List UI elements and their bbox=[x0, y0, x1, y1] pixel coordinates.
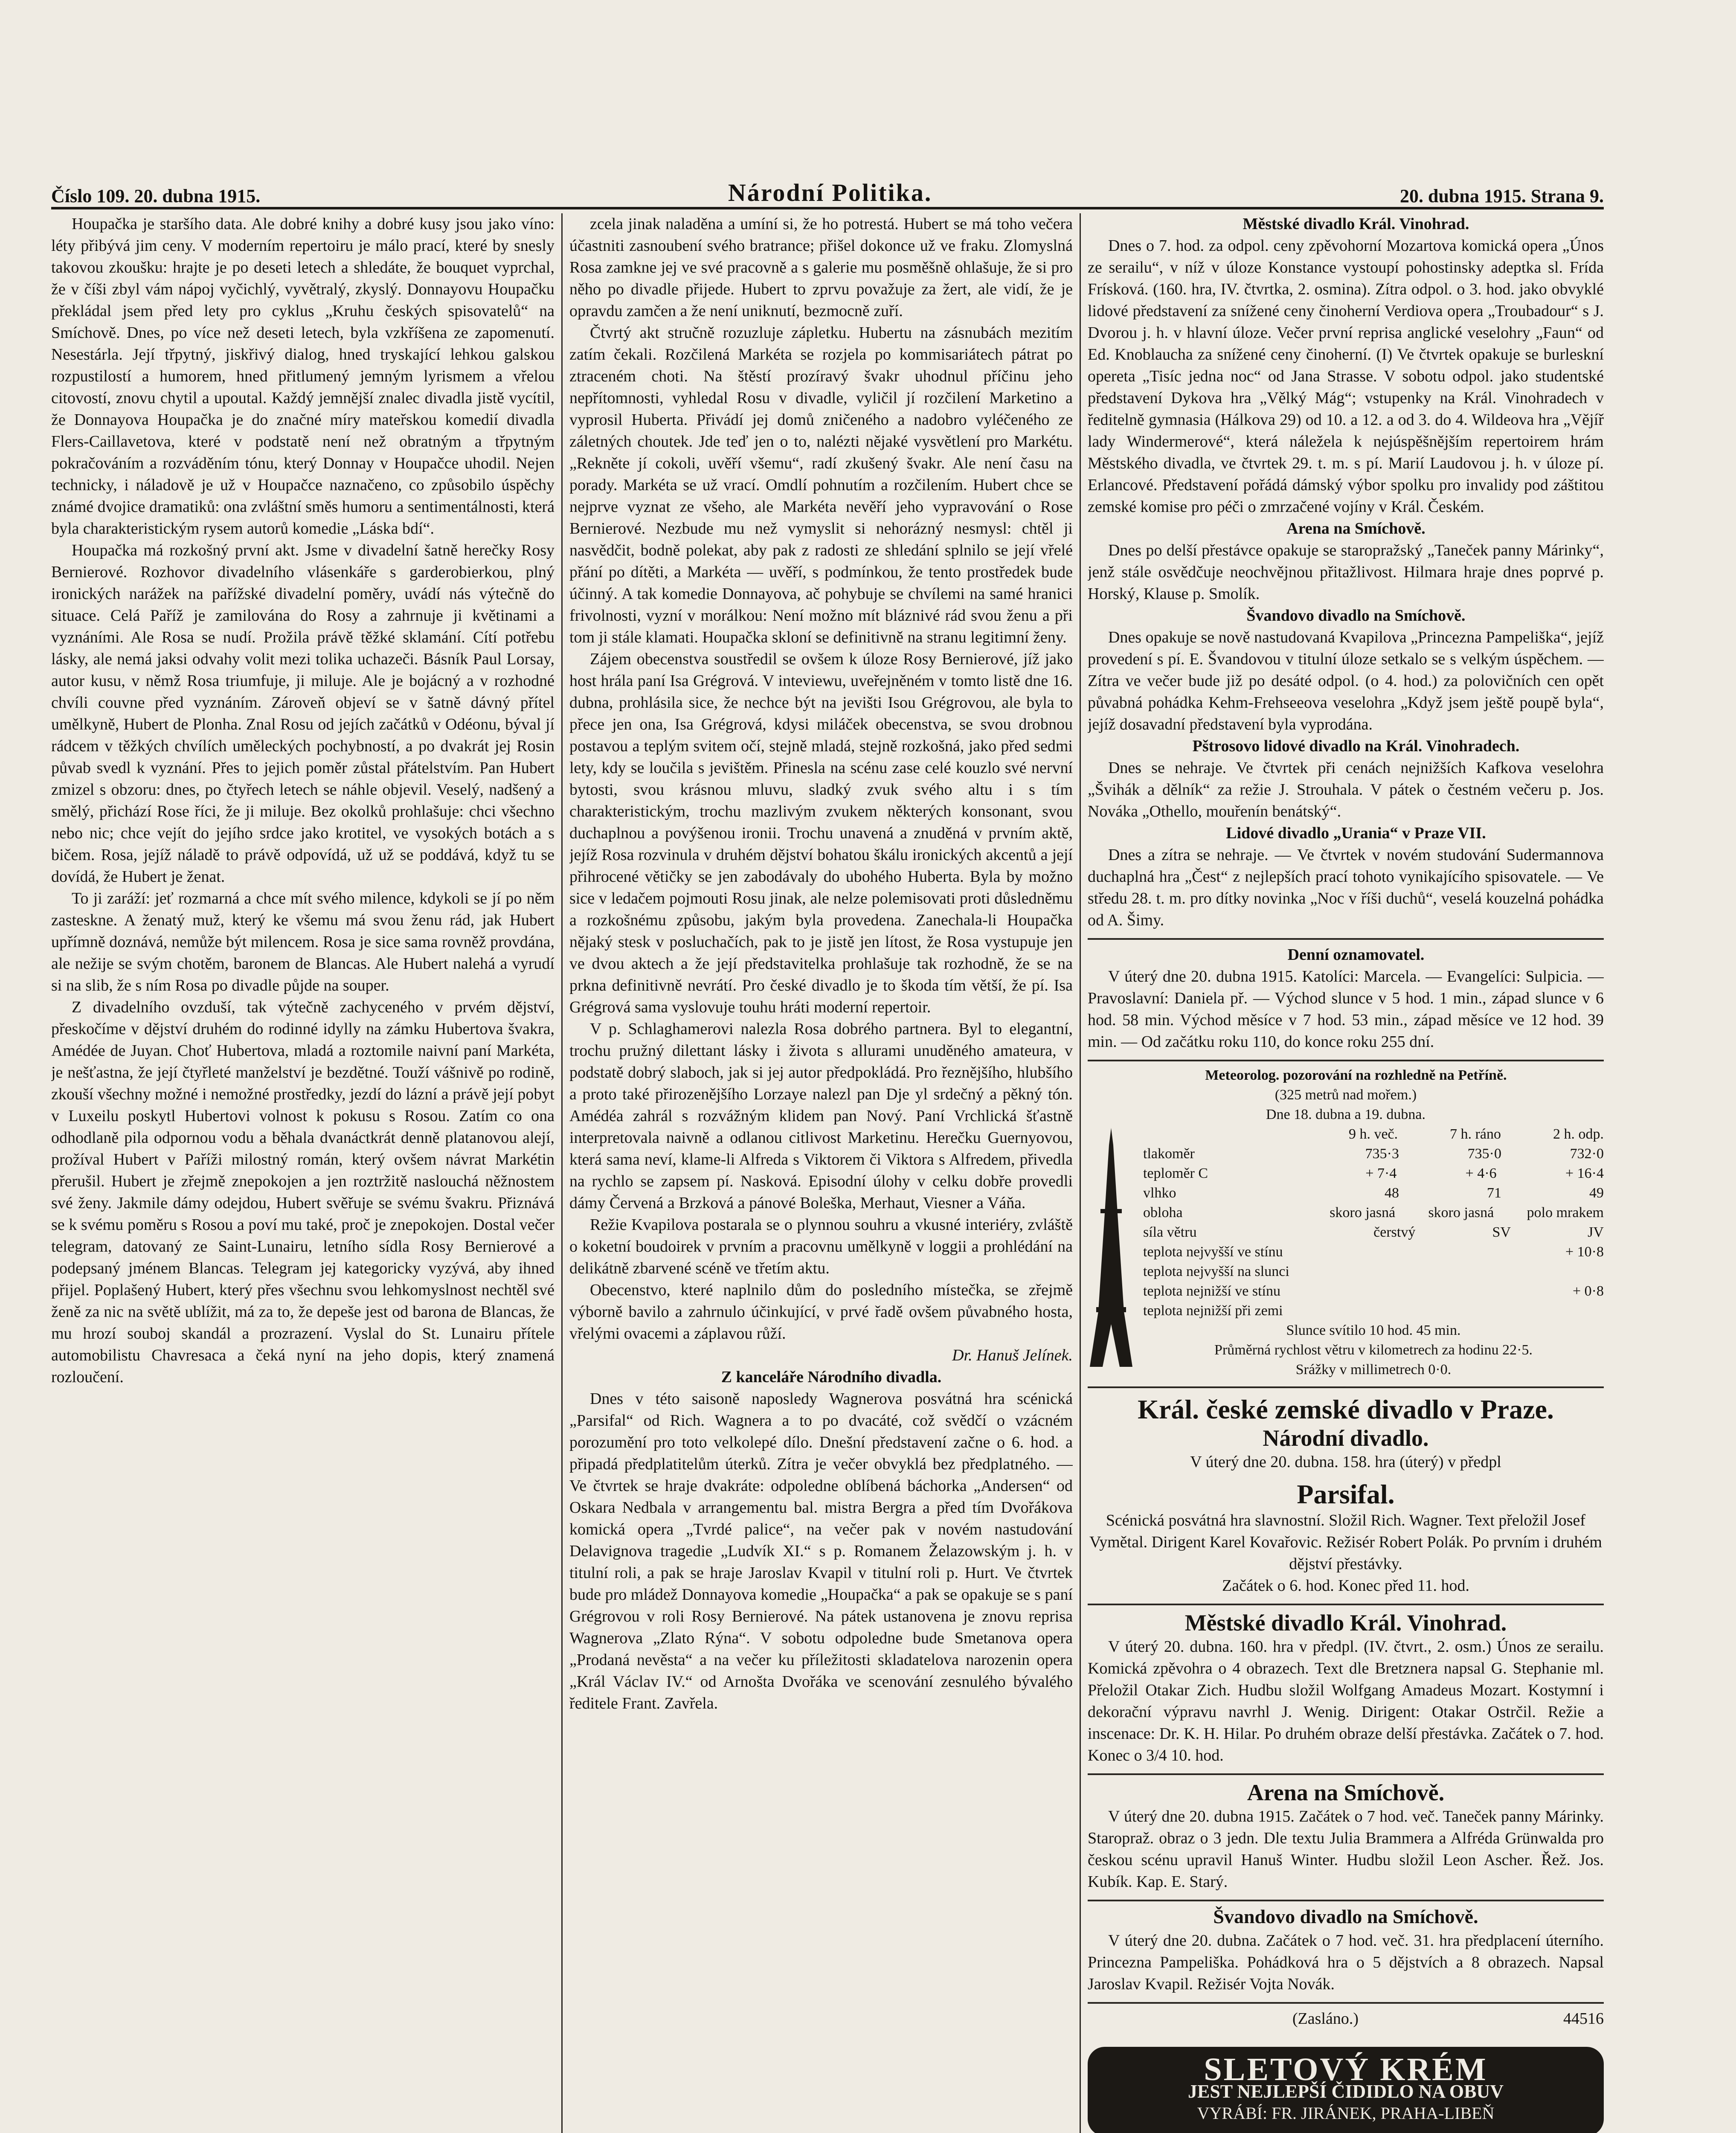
weather-value: SV bbox=[1492, 1224, 1511, 1240]
weather-value: 49 bbox=[1589, 1185, 1604, 1201]
weather-value: JV bbox=[1588, 1224, 1604, 1240]
article-paragraph: To ji zaráží: jeť rozmarná a chce mít svého milence, kdykoli se jí po něm zasteskne. A ženatý muž, který ke všemu má svou ženu rád, jak Hubert upřímně doznává, nemůže být milencem. Rosa je sice sama rovněž provdána, ale nežije se svým chotěm, baronem de Blancas. Ale Hubert nalehá a vyrudí si na slib, že s ním Rosa po divadle půjde na souper. bbox=[51, 889, 554, 994]
article-paragraph: Houpačka je staršího data. Ale dobré knihy a dobré kusy jsou jako víno: léty přibývá jim ceny. V moderním repertoiru je málo prací, které by snesly takovou zkoušku: hrajte je po deseti letech a shledáte, že bouquet vyprchal, že v číši zbyl vám nápoj vyčichlý, vyvětralý, zkyslý. Donnayovu Houpačku překládal jsem před lety pro cyklus „Kruhu českých spisovatelů“ na Smíchově. Dnes, po více než deseti letech, byla vzkříšena ze zapomenutí. Nesestárla. Její třpytný, jiskřivý dialog, hned tryskající lehkou galskou rozpustilostí a humorem, hned přitlumený jemným lyrismem a vřelou citovostí, znovu chytil a upoutal. Každý jemnější znalec divadla jistě vycítil, že Donnayova Houpačka je do značné míry mateřskou komedií divadla Flers-Caillavetova, které v podstatě není než obratným a třpytným pokračováním a rozváděním tónu, který Donnay v Houpačce uhodil. Nejen technicky, i náladově je už v Houpačce naznačeno, co způsobilo úspěchy známé dvojice dramatiků: ona zvláštní směs humoru a sentimentálnosti, která byla charakteristickým rysem autorů komedie „Láska bdí“. bbox=[51, 215, 554, 538]
weather-value: 732·0 bbox=[1570, 1146, 1604, 1162]
calendar-heading: Denní oznamovatel. bbox=[1287, 946, 1425, 964]
weather-value: + 4·6 bbox=[1465, 1165, 1497, 1181]
article-paragraph: zcela jinak naladěna a umíní si, že ho potrestá. Hubert se má toho večera účastniti zasnoubení svého bratrance; přišel dokonce už ve fraku. Zlomyslná Rosa zamkne jej ve své pracovně a s galerie mu posměšně ohlašuje, že si pro něho po divadle přijede. Hubert to zprvu považuje za žert, ale vidí, že je opravdu zamčen a že není uniknutí, bezmocně zuří. bbox=[569, 215, 1073, 320]
weather-value: 48 bbox=[1385, 1185, 1399, 1201]
article-paragraph: Režie Kvapilova postarala se o plynnou souhru a vkusné interiéry, zvláště o koketní boudoirek v prvním a pracovnu umělkyně v loggii a prohlédání na delikátně zbarvené scéně ve třetím aktu. bbox=[569, 1216, 1073, 1277]
theatre-ad-title: Švandovo divadlo na Smíchově. bbox=[1213, 1906, 1478, 1927]
divider bbox=[1088, 1386, 1604, 1388]
weather-col: 7 h. ráno bbox=[1450, 1126, 1501, 1142]
weather-row bbox=[1143, 1164, 1604, 1183]
issue-number: Číslo 109. 20. dubna 1915. bbox=[51, 186, 261, 206]
weather-label: tlakoměr bbox=[1143, 1146, 1195, 1162]
advert-maker: VYRÁBÍ: FR. JIRÁNEK, PRAHA-LIBEŇ bbox=[1197, 2104, 1495, 2123]
weather-value: skoro jasná bbox=[1428, 1205, 1494, 1221]
weather-value: + 7·4 bbox=[1365, 1165, 1397, 1181]
zaslano-number: 44516 bbox=[1563, 2010, 1604, 2028]
column-3 bbox=[1088, 213, 1604, 2133]
weather-row bbox=[1143, 1183, 1604, 1203]
weather-sunshine: Slunce svítilo 10 hod. 45 min. bbox=[1286, 1322, 1461, 1338]
weather-subtitle: (325 metrů nad mořem.) bbox=[1274, 1087, 1417, 1103]
weather-label: teplota nejvyšší na slunci bbox=[1143, 1264, 1289, 1279]
weather-row bbox=[1143, 1223, 1604, 1242]
weather-value: + 10·8 bbox=[1565, 1244, 1604, 1260]
weather-column-headers bbox=[1143, 1125, 1604, 1144]
theatre-ad-subtitle: Národní divadlo. bbox=[1263, 1425, 1429, 1451]
weather-label: teploměr C bbox=[1143, 1165, 1208, 1181]
zaslano-label bbox=[1088, 2008, 1604, 2030]
notice-paragraph: Dnes o 7. hod. za odpol. ceny zpěvohorní Mozartova komická opera „Únos ze serailu“, v níž v úloze Konstance vystoupí pohostinsky adeptka sl. Frída Frísková. (160. hra, IV. čtvrtka, 2. osmina). Zítra odpol. o 3. hod. jako obvyklé lidové představení za snížené ceny činoherní Verdiova opera „Troubadour“ s J. Dvorou j. h. v hlavní úloze. Večer první reprisa anglické veselohry „Faun“ od Ed. Knoblaucha za snížené ceny činoherní. (I) Ve čtvrtek opakuje se burleskní opereta „Tisíc jedna noc“ od Jana Strasse. V sobotu odpol. jako studentské představení Dykova hra „Vělký Mág“; vstupenky na Král. Vinohradech v ředitelně gymnasia (Hálkova 29) od 10. a 12. a od 3. do 4. Wildeova hra „Vějíř lady Windermerové“, která náležela k nejúspěšnějším repertoirem hrám Městského divadla, ve čtvrtek 29. t. m. s pí. Marií Laudovou j. h. v úloze pí. Erlancové. Představení pořádá dámský výbor spolku pro invalidy pod záštitou zemské komise pro péči o zmrzačené vojíny v Král. Českém. bbox=[1088, 237, 1604, 516]
weather-extra-row bbox=[1143, 1242, 1604, 1262]
divider bbox=[1088, 1773, 1604, 1775]
weather-label: teplota nejvyšší ve stínu bbox=[1143, 1244, 1283, 1260]
weather-extra-row bbox=[1143, 1262, 1604, 1282]
masthead: Národní Politika. bbox=[728, 179, 932, 206]
theatre-ad-desc: V úterý dne 20. dubna 1915. Začátek o 7 hod. več. Taneček panny Márinky. Staropraž. obraz o 3 jedn. Dle textu Julia Brammera a Alfréda Grünwalda pro českou scénu upravil Hanuš Winter. Hudbu složil Leon Ascher. Řež. Jos. Kubík. Kap. E. Starý. bbox=[1088, 1808, 1604, 1891]
article-paragraph: V p. Schlaghamerovi nalezla Rosa dobrého partnera. Byl to elegantní, trochu pružný dilettant lásky i života s allurami unuděného amateura, v podstatě dobrý slaboch, jak si jej autor předpokládá. Pro řeznějšího, hlubšího a proto také přirozenějšího Lorzaye nalezl pan Dje yl srdečný a pěkný tón. Amédéa zahrál s rozvážným klidem pan Nový. Paní Vrchlická šťastně interpretovala naivně a odlanou citlivost Marketinu. Herečku Guernyovou, která sama neví, klame-li Alfreda s Viktorem či Viktora s Alfredem, přivedla na rychlo se zapsem pí. Nasková. Episodní úlohy v celku dobře provedli dámy Červená a Brzková a pánové Boleška, Merhaut, Viesner a Váňa. bbox=[569, 1020, 1073, 1212]
column-2 bbox=[569, 213, 1073, 2133]
weather-row bbox=[1143, 1144, 1604, 1164]
weather-value: + 16·4 bbox=[1565, 1165, 1604, 1181]
article-paragraph: Z divadelního ovzduší, tak výtečně zachyceného v prvém dějství, přeskočíme v dějství druhém do rodinné idylly na zámku Hubertova švakra, Amédée de Juyan. Choť Hubertova, mladá a roztomile naivní paní Markéta, je nešťastna, že její čtyřleté manželství je bezdětné. Touží vášnivě po rodině, zkouší všechny možné i nemožné prostředky, jezdí do lázní a právě její pobyt v Luxeilu poskytl Hubertovi volnost k pokusu s Rosou. Zatím co ona odhodlaně pila odpornou vodu a běhala dvanáctkrát denně platanovou alejí, prožíval Hubert v Paříži milostný román, který ovšem návrat Markétin přerušil. Hubert je zřejmě znepokojen a jen roztržitě naslouchá něžnostem své ženy. Jakmile dámy odejdou, Hubert svěřuje se svému švakru. Přiznává se k svému poměru s Rosou a poví mu také, proč je znepokojen. Dostal večer telegram, datovaný ze Saint-Lunairu, letního sídla Rosy Bernierové a podepsaný jménem Blancas. Telegram jej kategoricky vyzývá, aby ihned přijel. Poplašený Hubert, který přes všechnu svou lehkomyslnost nechtěl své ženě za nic na světě ublížit, má za to, že depeše jest od barona de Blancas, že mu hrozí souboj skandál a prozrazení. Vyslal do St. Lunairu přítele automobilistu Chavresaca a čeká nyní na jeho dopis, který znamená rozloučení. bbox=[51, 998, 554, 1386]
weather-row bbox=[1143, 1203, 1604, 1223]
weather-label: teplota nejnižší ve stínu bbox=[1143, 1283, 1280, 1299]
weather-value: skoro jasná bbox=[1330, 1205, 1396, 1221]
weather-label: obloha bbox=[1143, 1205, 1183, 1221]
divider bbox=[1088, 1900, 1604, 1901]
divider bbox=[1088, 1604, 1604, 1605]
divider bbox=[1088, 1060, 1604, 1061]
weather-report bbox=[1088, 1066, 1604, 1380]
theatre-ad-times: Začátek o 6. hod. Konec před 11. hod. bbox=[1222, 1577, 1470, 1595]
column-1 bbox=[51, 213, 554, 2133]
article-paragraph: Zájem obecenstva soustředil se ovšem k úloze Rosy Bernierové, jíž jako host hrála paní Isa Grégrová. V inteviewu, uveřejněném v tomto listě dne 16. dubna, prohlásila sice, že nechce být na jevišti Isou Grégrovou, ale byla to přece jen ona, Isa Grégrová, kdysi miláček obecenstva, se svou drobnou postavou a teplým svitem očí, stejně mladá, stejně rozkošná, jako před sedmi lety, kdy se loučila s jevištěm. Přinesla na scénu zase celé kouzlo své nervní bytosti, svou krásnou mluvu, sladký zvuk svého altu i s tím charakteristickým, trochu mazlivým zvukem některých konsonant, svou duchaplnou a povýšenou ironii. Trochu unavená a znuděná v prvním aktě, jejíž Rosa rozvinula v druhém dějství bohatou škálu ironických akcentů a její přihrocené větičky se jen zabodávaly do ubohého Huberta. Byla by možno sice v ledačem pojmouti Rosu jinak, ale nelze polemisovati proti důsledněmu a rozkošnému způsobu, jakým byla provedena. Zanechala-li Houpačka nějaký stesk v posluchačích, pak to je jistě jen lítost, že Rosa vystupuje jen ve dvou aktech a že její představitelka prohlašuje tak rozhodně, že se na prkna definitivně nevrátí. Pro české divadlo je to škoda tím větší, že pí. Isa Grégrová sama vyslovuje touhu hráti moderní repertoir. bbox=[569, 650, 1073, 1016]
date-page: 20. dubna 1915. Strana 9. bbox=[1399, 186, 1604, 206]
article-paragraph: Houpačka má rozkošný první akt. Jsme v divadelní šatně herečky Rosy Bernierové. Rozhovor divadelního vlásenkáře s garderobierkou, plný ironických narážek na pařížské divadelní poměry, uvádí nás výtečně do situace. Celá Paříž je zamilována do Rosy a zahrnuje ji květinami a vyznáními. Ale Rosa se nudí. Prožila právě těžké sklamání. Cítí potřebu lásky, ale nemá jaksi odvahy volit mezi tolika uchazeči. Básník Paul Lorsay, autor kusu, v němž Rosa triumfuje, ji miluje. Ale je bojácný a v rozhodné chvíli couvne před vyznáním. Zároveň objeví se v šatně dávný přítel umělkyně, Hubert de Plonha. Znal Rosu od jejích začátků v Odéonu, býval jí rádcem v těžkých chvílích uměleckých pochybností, a po dvakrát jej Rosin půvab svedl k vyznání. Přes to jejich poměr zůstal přátelstvím. Pan Hubert zmizel s obzoru: dnes, po čtyřech letech se náhle objevil. Veselý, nadšený a smělý, přichází Rose říci, že ji miluje. Bez okolků prohlašuje: chci všechno nebo nic; chce vejít do jejího srdce jako krotitel, ve vysokých botách a s bičem. Rosa, jejíž náladě to právě odpovídá, už už se poddává, když tu se dovídá, že Hubert je ženat. bbox=[51, 541, 554, 886]
section-heading: Arena na Smíchově. bbox=[1286, 520, 1425, 538]
weather-label: teplota nejnižší při zemi bbox=[1143, 1303, 1283, 1319]
theatre-ad-title: Král. české zemské divadlo v Praze. bbox=[1138, 1394, 1554, 1424]
advert-brand: SLETOVÝ KRÉM bbox=[1204, 2052, 1488, 2087]
weather-extra-row bbox=[1143, 1301, 1604, 1321]
weather-col: 9 h. več. bbox=[1348, 1126, 1398, 1142]
advert-slogan: JEST NEJLEPŠÍ ČIDIDLO NA OBUV bbox=[1187, 2081, 1504, 2102]
weather-col: 2 h. odp. bbox=[1553, 1126, 1604, 1142]
divider bbox=[1088, 2002, 1604, 2004]
weather-label: síla větru bbox=[1143, 1224, 1197, 1240]
notice-paragraph: Dnes po delší přestávce opakuje se staropražský „Taneček panny Márinky“, jenž stále osvědčuje neochvějnou přitažlivost. Hilmara hraje dnes poprvé p. Horský, Klause p. Smolík. bbox=[1088, 541, 1604, 603]
theatre-ad-title: Arena na Smíchově. bbox=[1247, 1780, 1445, 1805]
notice-paragraph: Dnes a zítra se nehraje. — Ve čtvrtek v novém studování Sudermannova duchaplná hra „Čest“ z nejlepších prací tohoto vynikajícího spisovatele. — Ve středu 28. t. m. pro dítky novinka „Noc v říši duchů“, veselá kouzelná pohádka od A. Šimy. bbox=[1088, 846, 1604, 929]
shoe-polish-advert bbox=[1088, 2047, 1604, 2133]
theatre-ad-title: Městské divadlo Král. Vinohrad. bbox=[1184, 1610, 1507, 1636]
article-paragraph: Obecenstvo, které naplnilo dům do posledního místečka, se zřejmě výborně bavilo a zahrnulo účinkující, v prvé řadě ovšem půvabného hosta, vřelými ovacemi a záplavou růží. bbox=[569, 1281, 1073, 1343]
weather-value: polo mrakem bbox=[1527, 1205, 1604, 1221]
article-paragraph: Dnes v této saisoně naposledy Wagnerova posvátná hra scénická „Parsifal“ od Rich. Wagnera a to po dvacáté, což svědčí o vzácném porozumění pro toto velkolepé dílo. Dnešní představení začne o 6. hod. a připadá předplatitelům úterků. Zítra je večer obvyklá bez předplatného. — Ve čtvrtek se hraje dvakráte: odpoledne oblíbená báchorka „Andersen“ od Oskara Nedbala v arrangementu bal. mistra Bergra a před tím Dvořákova komická opera „Tvrdé palice“, na večer pak v novém nastudování Delavignova tragedie „Ludvík XI.“ s p. Romanem Želazowským j. h. v titulní roli, a pak se hraje Jaroslav Kvapil v titulní roli p. Hurt. Ve čtvrtek bude pro mládež Donnayova komedie „Houpačka“ a pak se opakuje se s paní Grégrovou v roli Rosy Bernierové. Na pátek ustanovena je znovu reprisa Wagnerova „Zlato Rýna“. V sobotu odpoledne bude Smetanova opera „Prodaná nevěsta“ a na večer ku příležitosti skladatelova narozenin opera „Král Václav IV.“ od Arnošta Dvořáka ve scenování zesnulého bývalého ředitele Frant. Zavřela. bbox=[569, 1390, 1073, 1712]
theatre-ad-desc: V úterý 20. dubna. 160. hra v předpl. (IV. čtvrt., 2. osm.) Únos ze serailu. Komická zpěvohra o 4 obrazech. Text dle Bretznera napsal G. Stephanie ml. Přeložil Otakar Zich. Hudbu složil Wolfgang Amadeus Mozart. Kostymní i dekorační výpravu navrhl J. Wenig. Dirigent: Otakar Ostrčil. Režie a inscenace: Dr. K. H. Hilar. Po druhém obraze delší přestávka. Začátek o 7. hod. Konec o 3/4 10. hod. bbox=[1088, 1638, 1604, 1764]
column-rule bbox=[561, 213, 563, 2133]
theatre-ad-desc: V úterý dne 20. dubna. Začátek o 7 hod. več. 31. hra předplacení úterního. Princezna Pampeliška. Pohádková hra o 5 dějstvích a 8 obrazech. Napsal Jaroslav Kvapil. Režisér Vojta Novák. bbox=[1088, 1932, 1604, 1993]
weather-extra-row bbox=[1143, 1282, 1604, 1301]
theatre-ad-date: V úterý dne 20. dubna. 158. hra (úterý) v předpl bbox=[1190, 1453, 1501, 1471]
column-rule bbox=[1080, 213, 1081, 2133]
weather-value: 735·0 bbox=[1467, 1146, 1501, 1162]
theatre-ad-desc: Scénická posvátná hra slavnostní. Složil Rich. Wagner. Text přeložil Josef Vymětal. Dirigent Karel Kovařovic. Režisér Robert Polák. Po prvním i druhém dějství přestávky. bbox=[1089, 1511, 1602, 1573]
weather-value: 735·3 bbox=[1365, 1146, 1399, 1162]
notice-paragraph: Dnes se nehraje. Ve čtvrtek při cenách nejnižších Kafkova veselohra „Švihák a dělník“ za režie J. Strouhala. V pátek o čestném večeru p. Jos. Nováka „Othello, mouřenín benátský“. bbox=[1088, 759, 1604, 820]
zaslano-text: (Zasláno.) bbox=[1292, 2010, 1359, 2028]
section-heading: Pštrosovo lidové divadlo na Král. Vinohradech. bbox=[1192, 737, 1520, 755]
calendar-text: V úterý dne 20. dubna 1915. Katolíci: Marcela. — Evangelíci: Sulpicia. — Pravoslavní: Daniela př. — Východ slunce v 5 hod. 1 min., západ slunce v 6 hod. 58 min. Východ měsíce v 7 hod. 53 min., západ měsíce ve 12 hod. 39 min. — Od začátku roku 110, do konce roku 255 dní. bbox=[1088, 968, 1604, 1051]
section-heading: Švandovo divadlo na Smíchově. bbox=[1246, 607, 1466, 625]
theatre-ad-play: Parsifal. bbox=[1297, 1479, 1395, 1509]
article-paragraph: Čtvrtý akt stručně rozuzluje zápletku. Hubertu na zásnubách mezitím zatím čekali. Rozčilená Markéta se rozjela po kommisariátech pátrat po ztraceném choti. Na štěstí prozíravý švakr uhodnul příčinu jeho nepřítomnosti, vyhledal Rosu v divadle, vyličil jí rozčilení Marketino a vyprosil Huberta. Přivádí jej domů zničeného a nadobro vyléčeného ze záletných choutek. Jde teď jen o to, nalézti nějaké vysvětlení pro Markétu. „Rekněte jí cokoli, uvěří všemu“, radí zkušený švakr. Ale není času na porady. Markéta se už vrací. Omdlí pohnutím a rozčilením. Hubert chce se nejprve vyznat ze všeho, ale Markéta nevěří jeho vypravování o Rose Bernierové. Nezbude mu než vymyslit si nehorázný nesmysl: chtěl ji nasvědčit, bodně polekat, aby pak z radosti ze shledání splnilo se její vřelé přání po dítěti, a Markéta — uvěří, s podmínkou, že tento prostředek bude účinný. A tak komedie Donnayova, ač pohybuje se chvílemi na samé hranici frivolnosti, vyzní v morálkou: Není možno mít bláznivé rád svou ženu a při tom ji stále klamati. Houpačka skloní se definitivně na stranu legitimní ženy. bbox=[569, 324, 1073, 646]
weather-wind: Průměrná rychlost větru v kilometrech za hodinu 22·5. bbox=[1214, 1342, 1533, 1358]
notice-paragraph: Dnes opakuje se nově nastudovaná Kvapilova „Princezna Pampeliška“, jejíž provedení s pí. E. Švandovou v titulní úloze setkalo se s velkým úspěchem. — Zítra ve večer bude již po desáté odpol. (o 4. hod.) za polovičních cen opět půvabná pohádka Kehm-Frehseeova veselohra „Když jsem ještě poupě byla“, jejíž dosavadní představení byla vyprodána. bbox=[1088, 628, 1604, 733]
page-header bbox=[51, 169, 1604, 209]
section-heading: Městské divadlo Král. Vinohrad. bbox=[1242, 215, 1469, 233]
weather-rain: Srážky v millimetrech 0·0. bbox=[1295, 1362, 1452, 1377]
weather-value: + 0·8 bbox=[1573, 1283, 1604, 1299]
divider bbox=[1088, 938, 1604, 940]
weather-heading: Meteorolog. pozorování na rozhledně na Petříně. bbox=[1205, 1067, 1507, 1083]
weather-value: 71 bbox=[1487, 1185, 1501, 1201]
author-signature: Dr. Hanuš Jelínek. bbox=[952, 1346, 1073, 1364]
weather-label: vlhko bbox=[1143, 1185, 1176, 1201]
section-heading: Lidové divadlo „Urania“ v Praze VII. bbox=[1226, 824, 1486, 842]
section-heading: Z kanceláře Národního divadla. bbox=[721, 1368, 942, 1386]
weather-value: čerstvý bbox=[1373, 1224, 1416, 1240]
petrin-tower-icon bbox=[1088, 1128, 1135, 1367]
weather-dates: Dne 18. dubna a 19. dubna. bbox=[1266, 1107, 1425, 1122]
